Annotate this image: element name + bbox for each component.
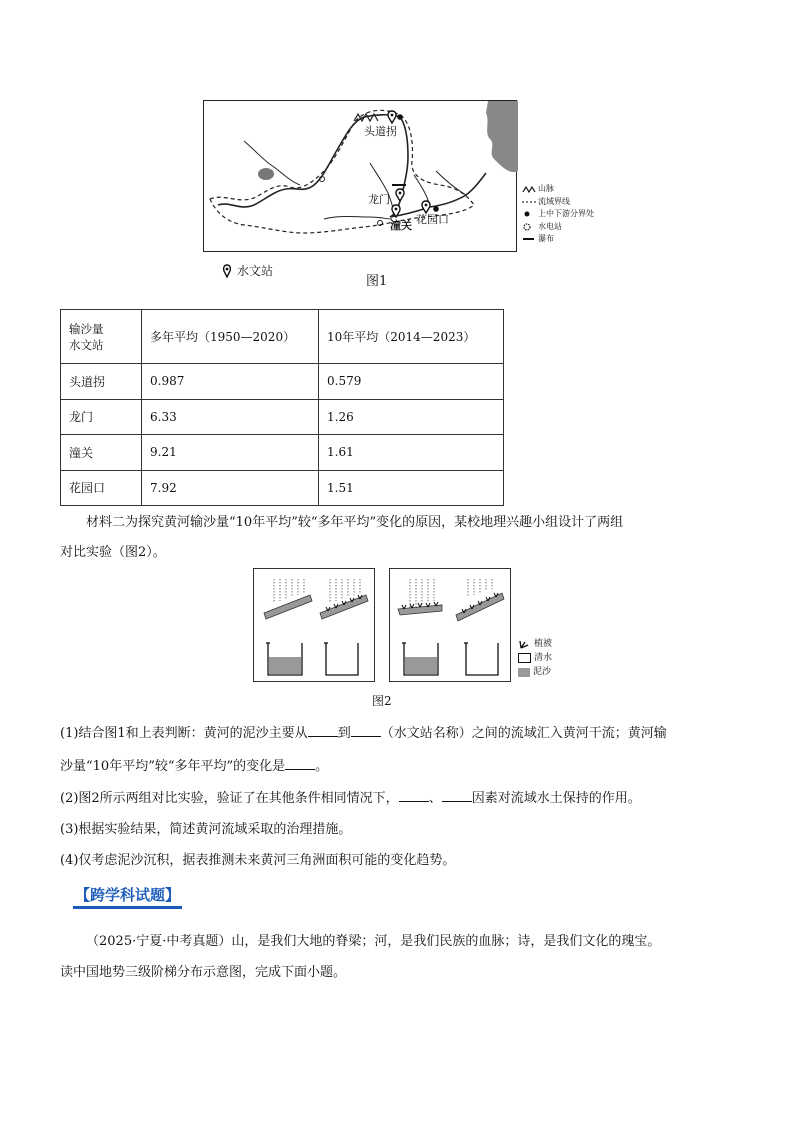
experiment-group-1 xyxy=(253,568,375,682)
section-title: 【跨学科试题】 xyxy=(73,884,182,909)
location-pin-icon xyxy=(222,264,232,278)
answer-blank[interactable] xyxy=(351,724,381,737)
table-row xyxy=(61,364,504,400)
clear-water-swatch xyxy=(518,653,531,663)
header-corner-cell: 输沙量 水文站 xyxy=(61,310,142,364)
intro-line1: （2025·宁夏·中考真题）山，是我们大地的脊梁；河，是我们民族的血脉；诗，是我们文化的瑰宝。 xyxy=(86,934,661,949)
station-cell: 花园口 xyxy=(61,470,142,506)
question-2: (2)图2所示两组对比实验，验证了在其他条件相同情况下， 、 因素对流域水土保持的作用。 xyxy=(60,791,641,806)
label-longmen: 龙门 xyxy=(368,193,390,206)
header-ten-year: 10年平均（2014—2023） xyxy=(319,310,504,364)
experiment-drawing xyxy=(390,569,510,681)
sediment-table xyxy=(60,309,504,506)
table-header-row xyxy=(61,310,504,364)
question-1-line1: (1)结合图1和上表判断：黄河的泥沙主要从 到 （水文站名称）之间的流域汇入黄河干流；黄河输 xyxy=(60,726,667,741)
division-dot xyxy=(397,114,403,120)
station-cell: 头道拐 xyxy=(61,364,142,400)
yellow-river-main xyxy=(218,115,486,217)
answer-blank[interactable] xyxy=(308,724,338,737)
legend-item: 泥沙 xyxy=(518,665,552,679)
pin-longmen xyxy=(396,189,404,201)
legend-item: 清水 xyxy=(518,651,552,665)
legend-item: 上中下游分界处 xyxy=(522,208,594,221)
legend-item: 水电站 xyxy=(522,221,594,234)
bar-icon xyxy=(522,234,536,244)
label-tongguan: 潼关 xyxy=(390,219,412,232)
material2-line2: 对比实验（图2）。 xyxy=(60,545,166,560)
question-1-line2: 沙量“10年平均”较“多年平均”的变化是 。 xyxy=(60,759,329,774)
legend-item: 山脉 xyxy=(522,183,594,196)
value-cell: 1.61 xyxy=(319,435,504,471)
pin-toudaoguai xyxy=(388,111,396,123)
plant-icon xyxy=(518,639,532,649)
answer-blank[interactable] xyxy=(442,789,472,802)
value-cell: 9.21 xyxy=(142,435,319,471)
question-4: (4)仅考虑泥沙沉积，据表推测未来黄河三角洲面积可能的变化趋势。 xyxy=(60,853,456,868)
table-row xyxy=(61,470,504,506)
tributary-5 xyxy=(436,171,466,195)
material2-line1: 材料二为探究黄河输沙量“10年平均”较“多年平均”变化的原因，某校地理兴趣小组设计了两组 xyxy=(86,515,624,530)
experiment-group-2 xyxy=(389,568,511,682)
station-note: 水文站 xyxy=(222,262,273,279)
value-cell: 7.92 xyxy=(142,470,319,506)
table-row xyxy=(61,399,504,435)
dot-icon xyxy=(522,209,536,219)
value-cell: 6.33 xyxy=(142,399,319,435)
experiment-legend xyxy=(518,637,552,679)
legend-item: 流域界线 xyxy=(522,196,594,209)
label-toudaoguai: 头道拐 xyxy=(364,125,397,138)
station-cell: 潼关 xyxy=(61,435,142,471)
gear-icon xyxy=(522,222,536,232)
figure1-caption: 图1 xyxy=(366,274,388,289)
figure2-caption: 图2 xyxy=(372,694,392,708)
tributary-1 xyxy=(244,141,300,185)
legend-item: 瀑布 xyxy=(522,233,594,246)
mountain-icon xyxy=(522,184,536,194)
value-cell: 0.579 xyxy=(319,364,504,400)
tributary-2 xyxy=(370,163,394,217)
table-row xyxy=(61,435,504,471)
qinghai-lake xyxy=(258,168,274,180)
header-multi-year: 多年平均（1950—2020） xyxy=(142,310,319,364)
sediment-swatch xyxy=(518,668,530,677)
tributary-3 xyxy=(324,217,392,220)
station-cell: 龙门 xyxy=(61,399,142,435)
dashed-line-icon xyxy=(522,197,536,207)
map-legend xyxy=(522,183,594,246)
value-cell: 1.26 xyxy=(319,399,504,435)
bohai-sea xyxy=(486,101,518,172)
value-cell: 0.987 xyxy=(142,364,319,400)
value-cell: 1.51 xyxy=(319,470,504,506)
question-3: (3)根据实验结果，简述黄河流域采取的治理措施。 xyxy=(60,822,352,837)
yellow-river-map xyxy=(203,100,517,252)
legend-item: 植被 xyxy=(518,637,552,651)
map-drawing xyxy=(204,101,518,253)
answer-blank[interactable] xyxy=(399,789,429,802)
answer-blank[interactable] xyxy=(285,757,315,770)
intro-line2: 读中国地势三级阶梯分布示意图，完成下面小题。 xyxy=(60,965,347,980)
label-huayuankou: 花园口 xyxy=(416,213,449,226)
experiment-drawing xyxy=(254,569,374,681)
